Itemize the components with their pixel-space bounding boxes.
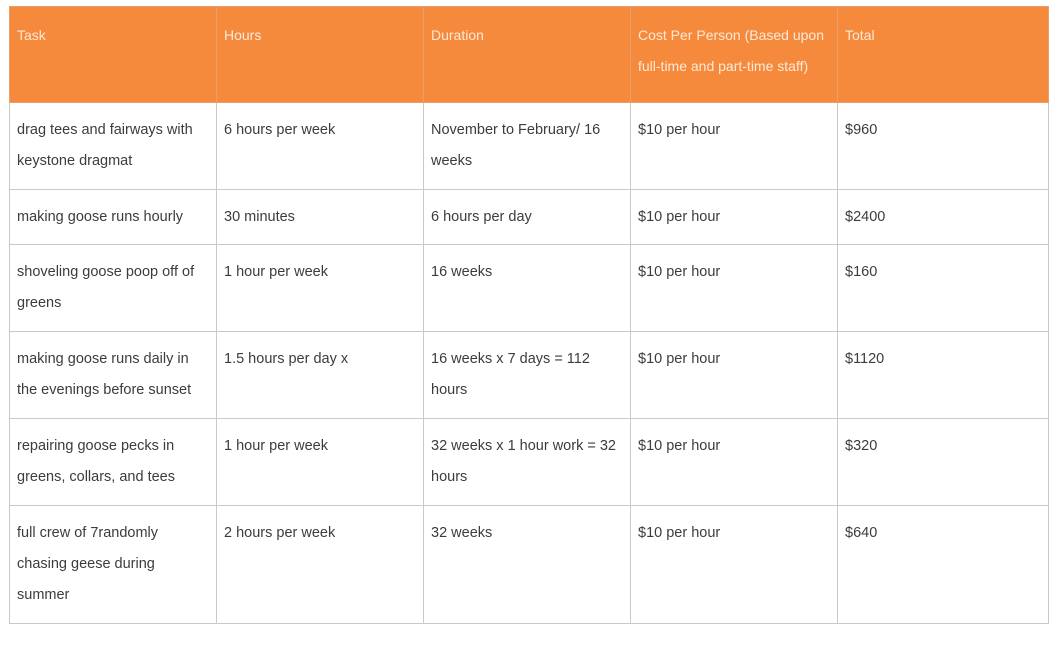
cell-task: repairing goose pecks in greens, collars, and tees xyxy=(10,419,217,506)
cost-table-container xyxy=(9,6,1049,624)
cell-total: $320 xyxy=(838,419,1049,506)
cell-cost: $10 per hour xyxy=(631,332,838,419)
cell-hours: 1 hour per week xyxy=(217,419,424,506)
goose-control-cost-table xyxy=(9,6,1049,624)
header-hours: Hours xyxy=(217,7,424,103)
cell-cost: $10 per hour xyxy=(631,245,838,332)
table-row xyxy=(10,245,1049,332)
cell-duration: 6 hours per day xyxy=(424,190,631,245)
table-header xyxy=(10,7,1049,103)
table-body xyxy=(10,103,1049,624)
table-row xyxy=(10,103,1049,190)
cell-duration: 16 weeks x 7 days = 112 hours xyxy=(424,332,631,419)
cell-duration: 16 weeks xyxy=(424,245,631,332)
cell-cost: $10 per hour xyxy=(631,190,838,245)
cell-hours: 30 minutes xyxy=(217,190,424,245)
table-row xyxy=(10,190,1049,245)
cell-cost: $10 per hour xyxy=(631,419,838,506)
cell-task: drag tees and fairways with keystone dragmat xyxy=(10,103,217,190)
cell-hours: 6 hours per week xyxy=(217,103,424,190)
cell-total: $160 xyxy=(838,245,1049,332)
cell-cost: $10 per hour xyxy=(631,103,838,190)
cell-total: $960 xyxy=(838,103,1049,190)
table-row xyxy=(10,332,1049,419)
cell-task: making goose runs daily in the evenings before sunset xyxy=(10,332,217,419)
cell-hours: 1 hour per week xyxy=(217,245,424,332)
cell-hours: 2 hours per week xyxy=(217,506,424,624)
cell-duration: 32 weeks x 1 hour work = 32 hours xyxy=(424,419,631,506)
cell-duration: November to February/ 16 weeks xyxy=(424,103,631,190)
cell-hours: 1.5 hours per day x xyxy=(217,332,424,419)
table-row xyxy=(10,506,1049,624)
cell-task: full crew of 7randomly chasing geese during summer xyxy=(10,506,217,624)
cell-total: $2400 xyxy=(838,190,1049,245)
header-duration: Duration xyxy=(424,7,631,103)
header-total: Total xyxy=(838,7,1049,103)
cell-task: shoveling goose poop off of greens xyxy=(10,245,217,332)
table-row xyxy=(10,419,1049,506)
cell-cost: $10 per hour xyxy=(631,506,838,624)
cell-duration: 32 weeks xyxy=(424,506,631,624)
cell-total: $1120 xyxy=(838,332,1049,419)
cell-task: making goose runs hourly xyxy=(10,190,217,245)
cell-total: $640 xyxy=(838,506,1049,624)
header-row xyxy=(10,7,1049,103)
header-task: Task xyxy=(10,7,217,103)
header-cost-per-person: Cost Per Person (Based upon full-time and part-time staff) xyxy=(631,7,838,103)
